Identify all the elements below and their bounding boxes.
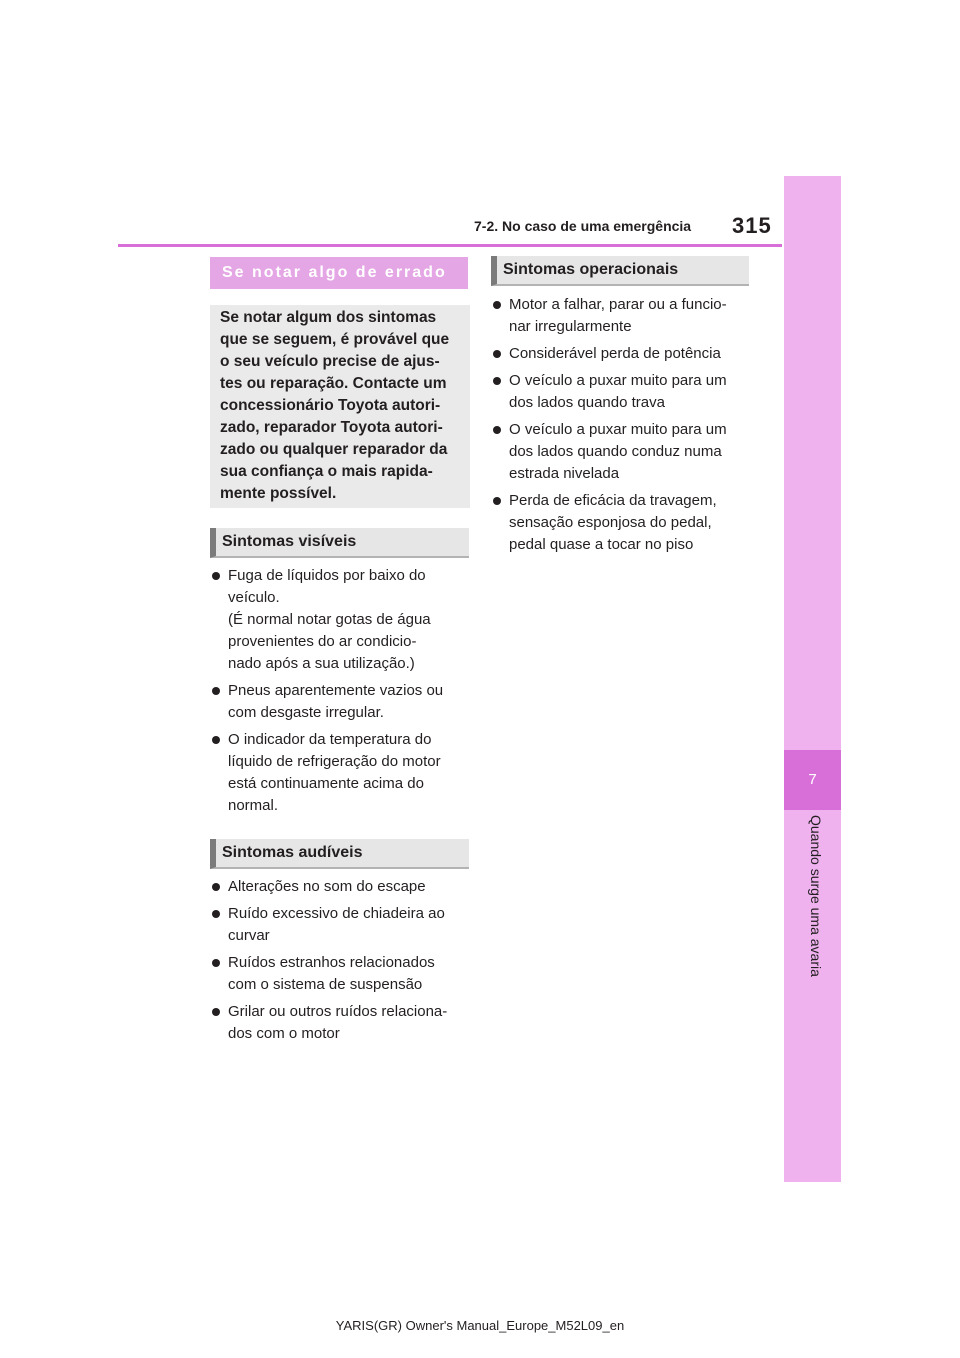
bullet-icon [212, 959, 220, 967]
list-item: Grilar ou outros ruídos relaciona- dos com o motor [210, 1001, 472, 1045]
bullet-icon [212, 572, 220, 580]
audible-symptoms-heading: Sintomas audíveis [210, 839, 469, 869]
audible-symptoms-list [210, 876, 472, 1050]
list-item: Pneus aparentemente vazios ou com desgaste irregular. [210, 680, 472, 724]
list-item: Considerável perda de potência [491, 343, 753, 365]
list-item: Perda de eficácia da travagem, sensação esponjosa do pedal, pedal quase a tocar no piso [491, 490, 753, 556]
section-title: 7-2. No caso de uma emergência [474, 218, 692, 234]
bullet-icon [493, 301, 501, 309]
chapter-number-tab [784, 750, 841, 810]
main-heading-text: Se notar algo de errado [222, 264, 447, 281]
visible-symptoms-list [210, 565, 472, 822]
bullet-icon [212, 910, 220, 918]
bullet-icon [493, 426, 501, 434]
bullet-icon [493, 350, 501, 358]
chapter-number: 7 [808, 771, 817, 788]
list-item: Ruídos estranhos relacionados com o sistema de suspensão [210, 952, 472, 996]
list-item: Ruído excessivo de chiadeira ao curvar [210, 903, 472, 947]
operational-symptoms-list [491, 294, 753, 561]
main-heading [210, 257, 468, 289]
intro-box [210, 305, 470, 508]
page-number: 315 [732, 213, 772, 238]
intro-text: Se notar algum dos sintomas que se seguem, é provável que o seu veículo precise de ajus- tes ou reparação. Contacte um concessionário Toyota autori- zado, reparador Toyota autori- zado ou qualquer reparador da sua confiança o mais rapida- mente possível. [220, 309, 450, 502]
list-item: O indicador da temperatura do líquido de refrigeração do motor está continuamente acima do normal. [210, 729, 472, 817]
list-item: Motor a falhar, parar ou a funcio- nar irregularmente [491, 294, 753, 338]
list-item: O veículo a puxar muito para um dos lados quando conduz numa estrada nivelada [491, 419, 753, 485]
footer-text: YARIS(GR) Owner's Manual_Europe_M52L09_en [335, 1318, 625, 1333]
list-item: O veículo a puxar muito para um dos lados quando trava [491, 370, 753, 414]
chapter-side-tab [784, 176, 841, 1182]
visible-symptoms-heading: Sintomas visíveis [210, 528, 469, 558]
operational-symptoms-heading: Sintomas operacionais [491, 256, 749, 286]
bullet-icon [493, 377, 501, 385]
header-divider [118, 244, 782, 247]
list-item: Alterações no som do escape [210, 876, 472, 898]
bullet-icon [493, 497, 501, 505]
bullet-icon [212, 736, 220, 744]
bullet-icon [212, 883, 220, 891]
chapter-title: Quando surge uma avaria [808, 815, 824, 977]
bullet-icon [212, 687, 220, 695]
bullet-icon [212, 1008, 220, 1016]
list-item: Fuga de líquidos por baixo do veículo. (É normal notar gotas de água provenientes do ar condicio- nado após a sua utilização.) [210, 565, 472, 675]
